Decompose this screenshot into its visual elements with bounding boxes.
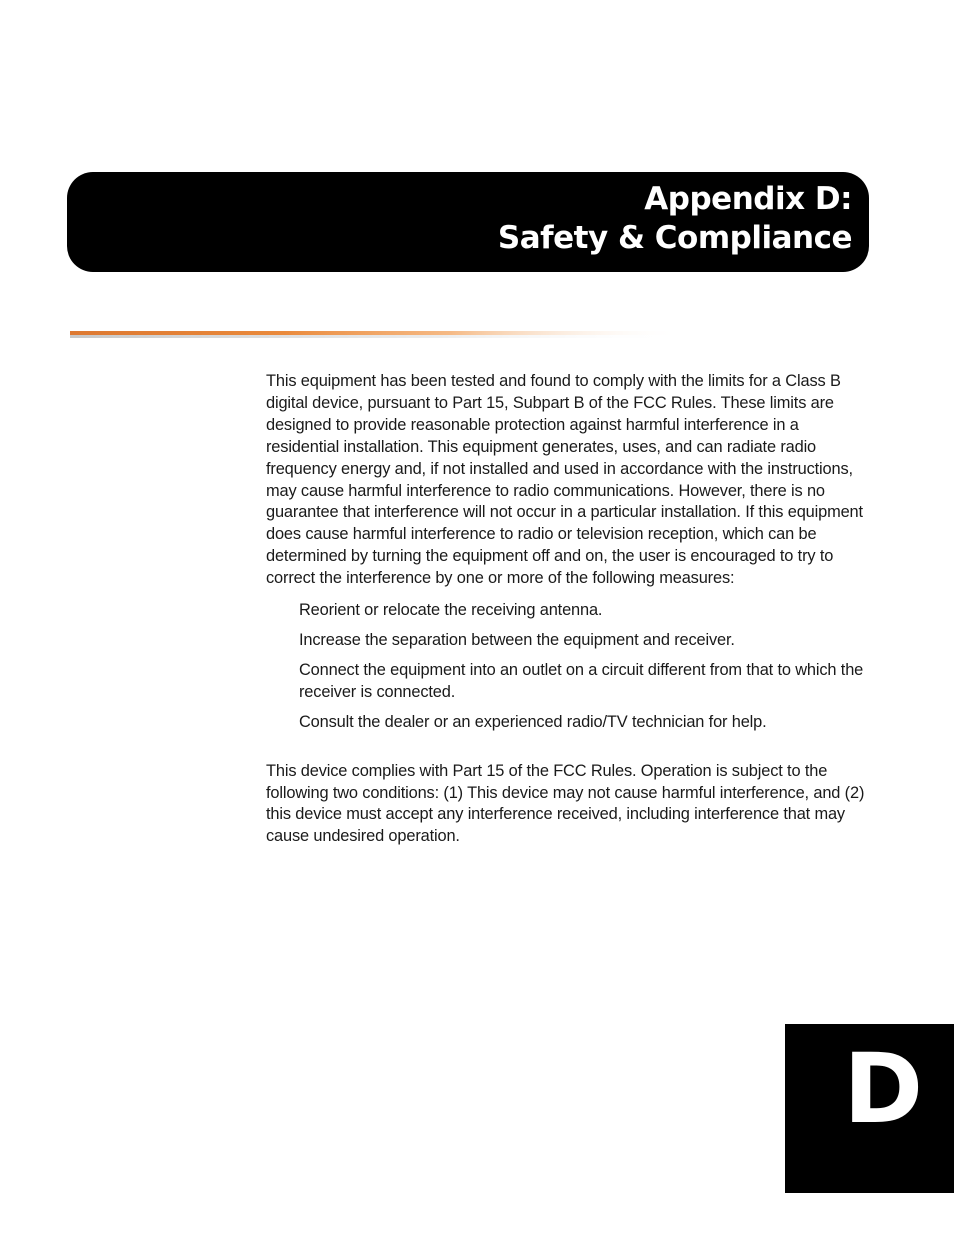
fcc-intro-paragraph: This equipment has been tested and found to comply with the limits for a Class B digital device, pursuant to Part 15, Subpart B of the FCC Rules. These limits are designed to provide reasonable protection against harmful interference in a residential installation. This equipment generates, uses, and can radiate radio frequency energy and, if not installed and used in accordance with the instructions, may cause harmful interference to radio communications. However, there is no guarantee that interference will not occur in a particular installation. If this equipment does cause harmful interference to radio or television reception, which can be determined by turning the equipment off and on, the user is encouraged to try to correct the interference by one or more of the following measures: xyxy=(266,372,863,588)
fcc-statement-section xyxy=(266,371,870,848)
chapter-title-banner xyxy=(67,172,869,272)
chapter-thumb-tab xyxy=(785,1024,954,1193)
decorative-accent-rule xyxy=(70,330,682,340)
measure-item: Consult the dealer or an experienced radio/TV technician for help. xyxy=(299,712,767,731)
measure-item: Reorient or relocate the receiving antenna. xyxy=(299,601,603,620)
chapter-title-line-2: Safety & Compliance xyxy=(497,220,852,256)
fcc-compliance-paragraph: This device complies with Part 15 of the FCC Rules. Operation is subject to the following two conditions: (1) This device may not cause harmful interference, and (2) this device must accept any interference received, including interference that may cause undesired operation. xyxy=(266,761,865,846)
measure-item: Connect the equipment into an outlet on a circuit different from that to which the receiver is connected. xyxy=(299,660,864,701)
accent-rule-stroke xyxy=(70,331,682,335)
measure-item: Increase the separation between the equipment and receiver. xyxy=(299,630,735,649)
chapter-tab-letter: D xyxy=(843,1033,923,1145)
chapter-title-line-1: Appendix D: xyxy=(644,181,852,217)
accent-rule-shadow xyxy=(70,335,682,338)
interference-measures-list xyxy=(266,600,870,734)
